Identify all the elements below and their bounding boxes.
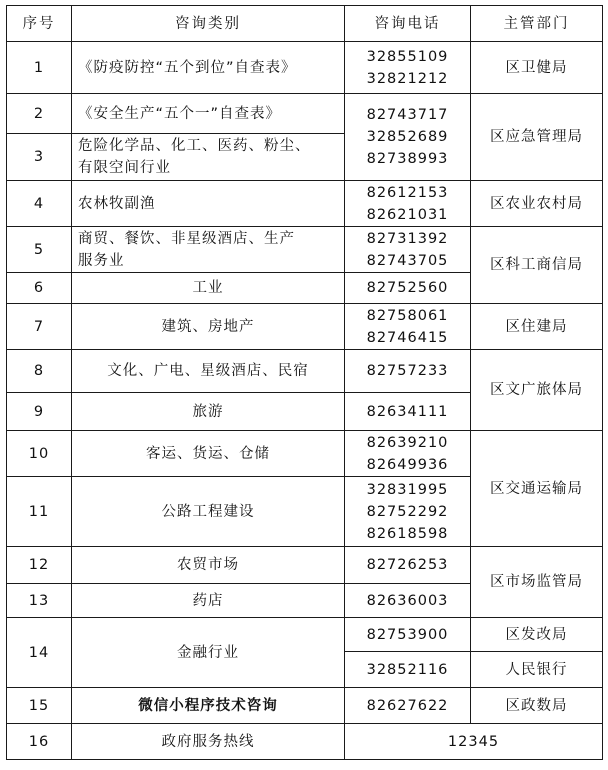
row-phone [345,393,471,431]
row-category: 公路工程建设 [72,477,345,547]
row-phone [345,584,471,618]
row-category: 《安全生产“五个一”自查表》 [72,94,345,134]
row-category: 药店 [72,584,345,618]
phone-number: 82752560 [366,280,449,296]
phone-number: 82634111 [366,403,449,420]
phone-number: 82612153 [366,184,449,201]
row-no: 13 [7,584,72,618]
table-row [7,688,603,724]
phone-number: 82731392 [366,230,449,247]
category-line: 商贸、餐饮、非星级酒店、生产 [78,230,295,247]
table-row [7,547,603,584]
row-no: 7 [7,304,72,350]
row-phone [345,547,471,584]
phone-number: 82738993 [366,151,449,167]
row-category [72,227,345,273]
row-no: 6 [7,273,72,304]
row-category [72,134,345,181]
table-row [7,42,603,94]
header-row [7,6,603,42]
header-dept: 主管部门 [471,6,603,42]
row-no: 16 [7,724,72,760]
category-line: 有限空间行业 [78,160,171,176]
row-dept: 区政数局 [471,688,603,724]
table-row [7,350,603,393]
row-no: 9 [7,393,72,431]
row-no: 11 [7,477,72,547]
hotline-number: 12345 [345,724,603,760]
row-dept: 人民银行 [471,652,603,688]
row-phone [345,477,471,547]
row-phone [345,273,471,304]
category-line: 危险化学品、化工、医药、粉尘、 [78,138,311,154]
row-category: 客运、货运、仓储 [72,431,345,477]
row-dept: 区住建局 [471,304,603,350]
phone-number: 82649936 [366,456,449,473]
row-no: 5 [7,227,72,273]
table-row [7,94,603,134]
row-category: 文化、广电、星级酒店、民宿 [72,350,345,393]
row-no: 1 [7,42,72,94]
phone-number: 82753900 [366,626,449,643]
row-no: 10 [7,431,72,477]
row-category: 金融行业 [72,618,345,688]
phone-number: 32831995 [366,481,449,498]
header-category: 咨询类别 [72,6,345,42]
row-dept: 区市场监管局 [471,547,603,618]
phone-number: 82752292 [366,503,449,520]
row-no: 3 [7,134,72,181]
phone-number: 32821212 [366,70,449,87]
row-phone [345,652,471,688]
phone-number: 82743717 [366,107,449,123]
phone-number: 32852116 [366,661,449,678]
row-phone [345,94,471,181]
phone-number: 82743705 [366,252,449,269]
header-phone: 咨询电话 [345,6,471,42]
row-category: 旅游 [72,393,345,431]
phone-number: 82621031 [366,206,449,223]
phone-number: 82758061 [366,307,449,324]
phone-number: 82757233 [366,363,449,379]
row-dept: 区文广旅体局 [471,350,603,431]
table-row [7,181,603,227]
row-dept: 区发改局 [471,618,603,652]
row-category: 建筑、房地产 [72,304,345,350]
row-no: 8 [7,350,72,393]
table-row [7,724,603,760]
phone-number: 82618598 [366,525,449,542]
row-phone [345,350,471,393]
category-line: 服务业 [78,252,125,269]
row-dept: 区应急管理局 [471,94,603,181]
row-no: 2 [7,94,72,134]
row-no: 14 [7,618,72,688]
row-dept: 区农业农村局 [471,181,603,227]
table-row [7,227,603,273]
phone-number: 82726253 [366,557,449,573]
table-row [7,618,603,652]
row-dept: 区科工商信局 [471,227,603,304]
table-row [7,304,603,350]
row-phone [345,618,471,652]
row-phone [345,688,471,724]
consultation-table [6,5,603,760]
row-phone [345,227,471,273]
phone-number: 32852689 [366,129,449,145]
row-category: 政府服务热线 [72,724,345,760]
row-phone [345,304,471,350]
phone-number: 82746415 [366,329,449,346]
phone-number: 82627622 [366,697,449,714]
row-dept: 区交通运输局 [471,431,603,547]
table-row [7,431,603,477]
row-category: 工业 [72,273,345,304]
row-no: 4 [7,181,72,227]
row-category: 微信小程序技术咨询 [72,688,345,724]
row-category: 农贸市场 [72,547,345,584]
header-no: 序号 [7,6,72,42]
phone-number: 32855109 [366,48,449,65]
phone-number: 82639210 [366,434,449,451]
row-phone [345,181,471,227]
row-category: 《防疫防控“五个到位”自查表》 [72,42,345,94]
row-no: 12 [7,547,72,584]
phone-number: 82636003 [366,592,449,609]
row-no: 15 [7,688,72,724]
row-phone [345,431,471,477]
row-dept: 区卫健局 [471,42,603,94]
row-category: 农林牧副渔 [72,181,345,227]
row-phone [345,42,471,94]
